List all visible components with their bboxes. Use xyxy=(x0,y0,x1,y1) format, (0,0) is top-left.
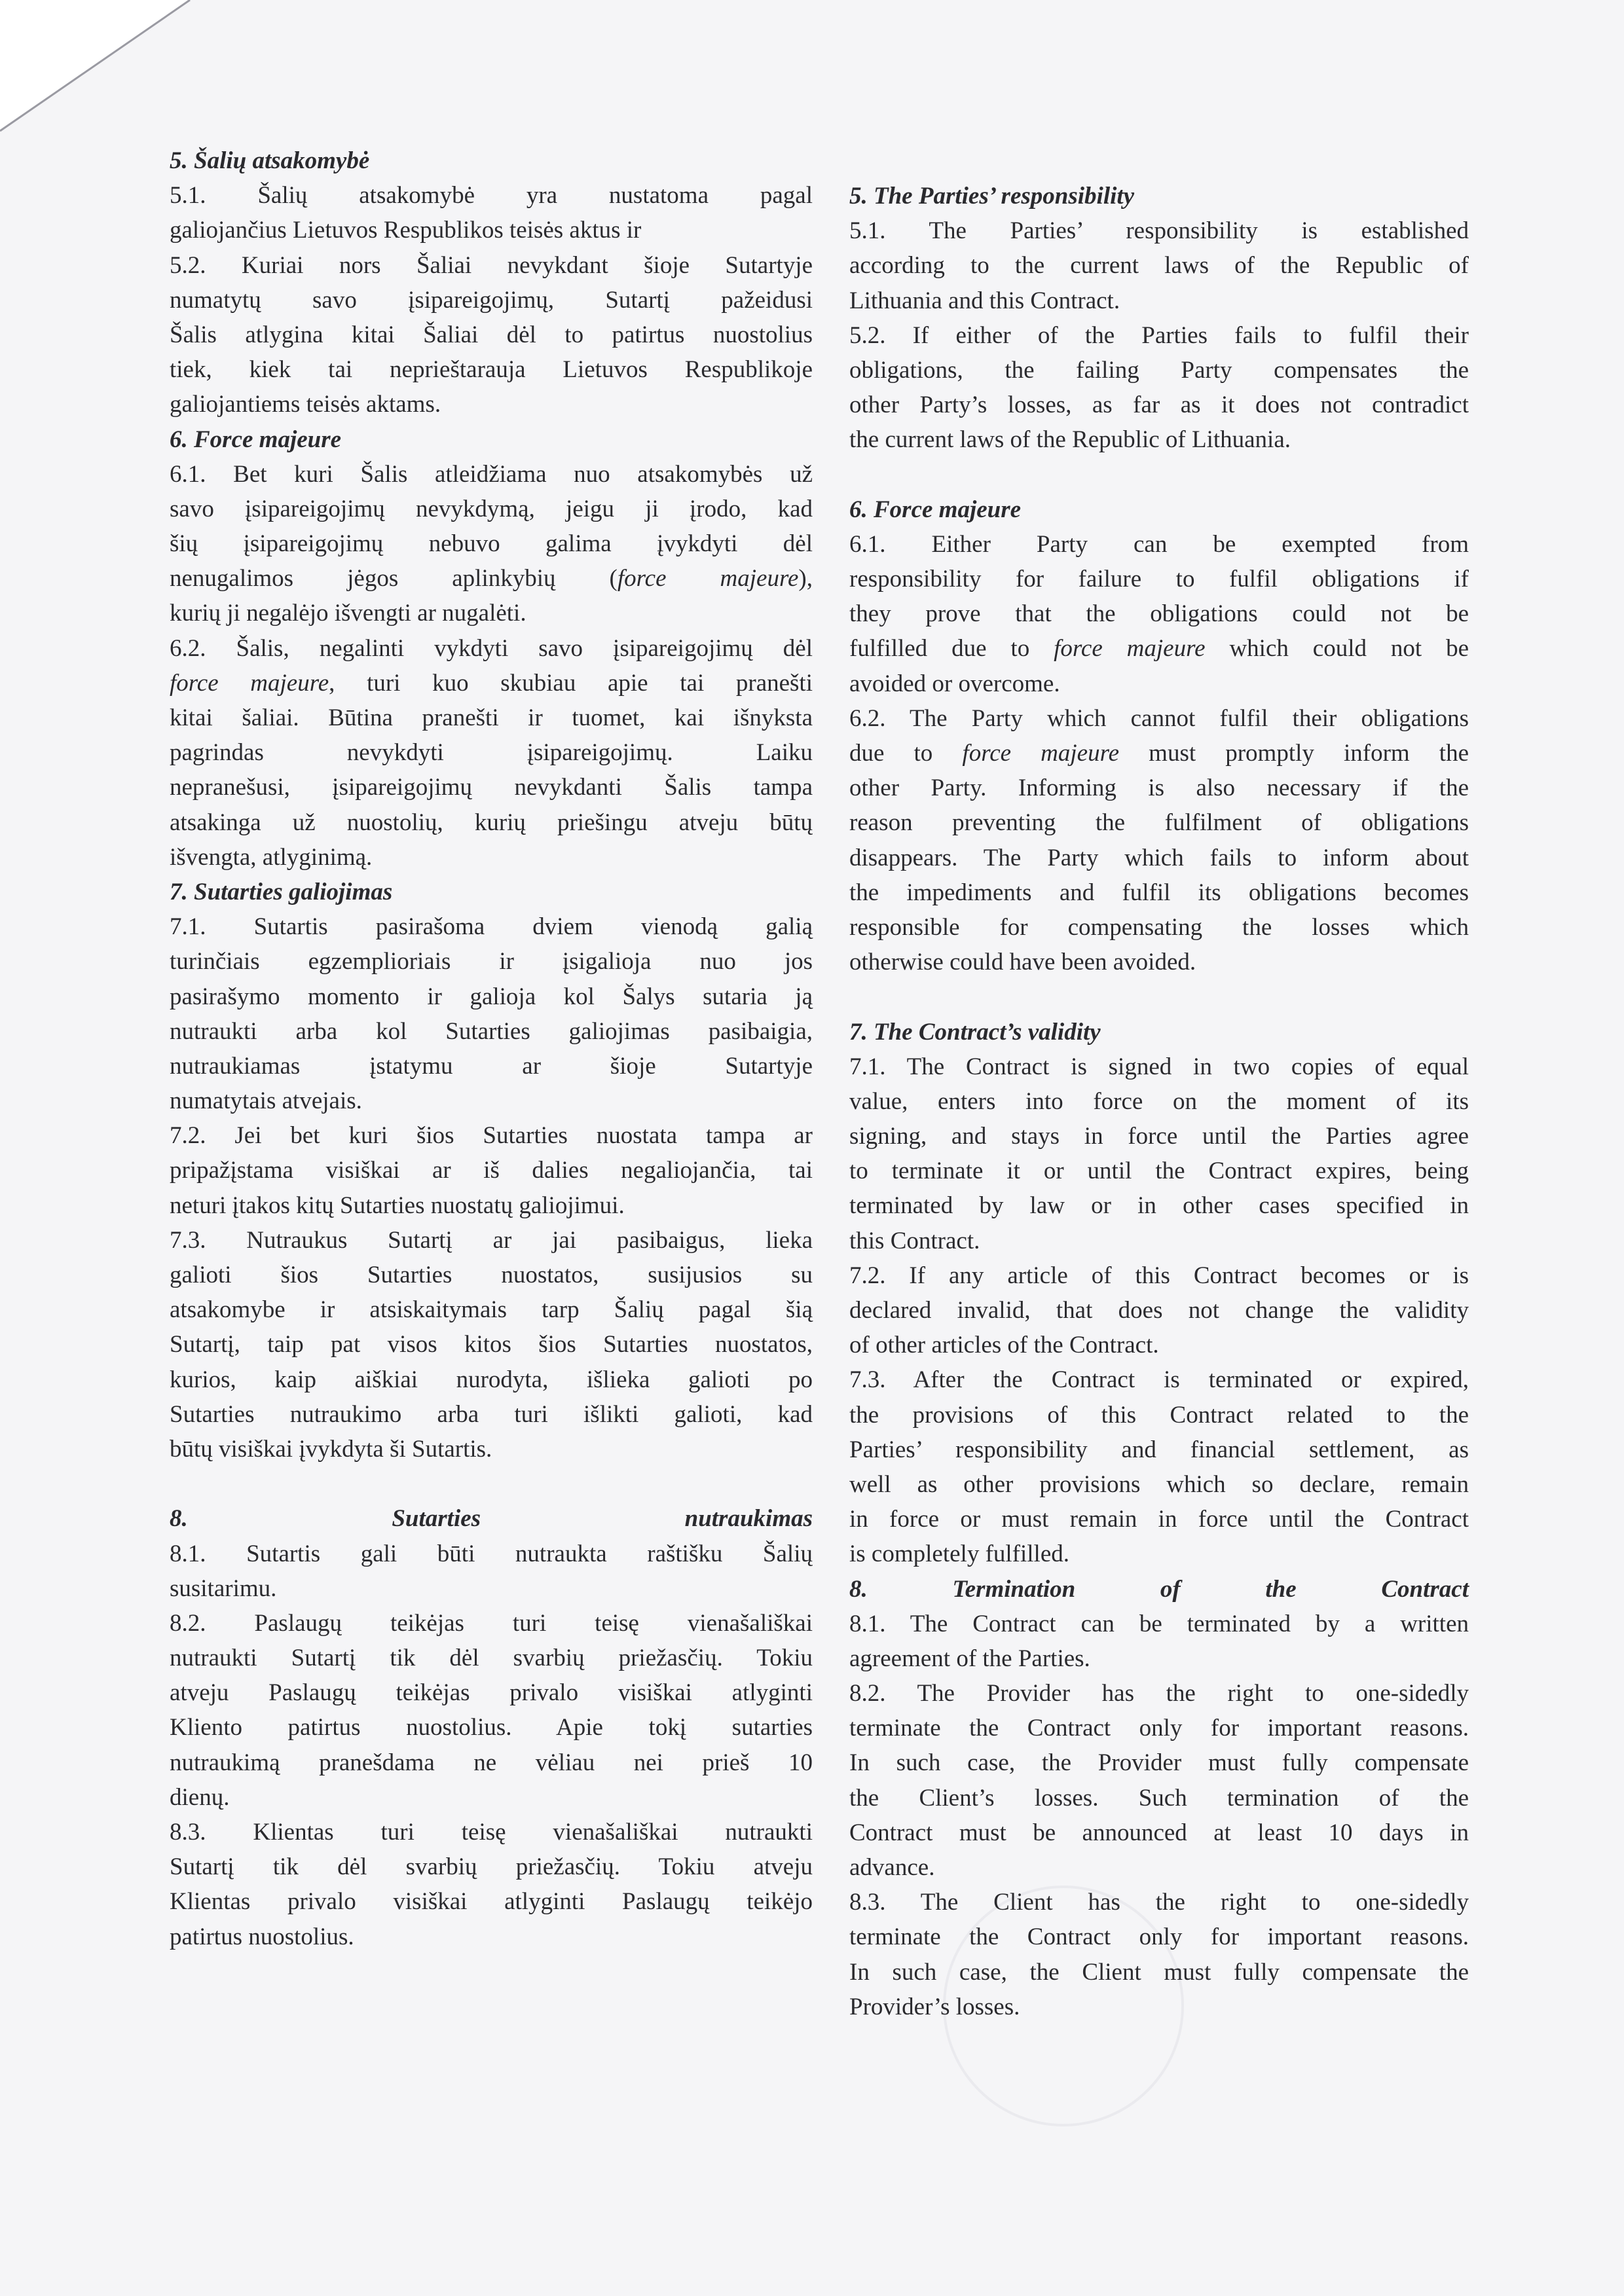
section-heading: 7. Sutarties galiojimas xyxy=(170,878,393,905)
clause-paragraph xyxy=(849,1258,1469,1363)
italic-term: force majeure xyxy=(962,740,1120,767)
section-heading: 5. Šalių atsakomybė xyxy=(170,147,370,174)
text-line: tiek, kiek tai neprieštarauja Lietuvos Respublikoje xyxy=(170,356,813,384)
section-heading: 7. The Contract’s validity xyxy=(849,1018,1101,1046)
text-line: šių įsipareigojimų nebuvo galima įvykdyti dėl xyxy=(170,530,813,558)
text-line: declared invalid, that does not change the validity xyxy=(849,1297,1469,1324)
clause-paragraph xyxy=(849,1362,1469,1571)
text-line: advance. xyxy=(849,1854,935,1881)
text-line: 7.3. Nutraukus Sutartį ar jai pasibaigus, lieka xyxy=(170,1226,813,1254)
clause-paragraph xyxy=(849,701,1469,980)
text-line: 6.1. Either Party can be exempted from xyxy=(849,530,1469,558)
text-line: the Client’s losses. Such termination of the xyxy=(849,1784,1469,1812)
section-heading: 8. Termination of the Contract xyxy=(849,1575,1469,1603)
text-line: galiojančius Lietuvos Respublikos teisės aktus ir xyxy=(170,217,642,244)
text-line: Kliento patirtus nuostolius. Apie tokį sutarties xyxy=(170,1714,813,1741)
text-line: they prove that the obligations could not be xyxy=(849,600,1469,628)
text-line: Provider’s losses. xyxy=(849,1993,1020,2020)
text-line: value, enters into force on the moment of its xyxy=(849,1087,1469,1115)
text-line: Parties’ responsibility and financial settlement, as xyxy=(849,1436,1469,1463)
text-line: other Party’s losses, as far as it does not contradict xyxy=(849,392,1469,419)
text-line: neturi įtakos kitų Sutarties nuostatų galiojimui. xyxy=(170,1192,625,1219)
text-line: the provisions of this Contract related to the xyxy=(849,1401,1469,1429)
text-line: of other articles of the Contract. xyxy=(849,1332,1159,1359)
text-line: 8.1. Sutartis gali būti nutraukta raštišku Šalių xyxy=(170,1540,813,1567)
text-line: atveju Paslaugų teikėjas privalo visiškai atlyginti xyxy=(170,1679,813,1707)
text-line: responsibility for failure to fulfil obligations if xyxy=(849,566,1469,593)
clause-paragraph xyxy=(170,178,813,247)
blank-line xyxy=(170,1467,813,1501)
text-line: numatytais atvejais. xyxy=(170,1087,362,1115)
text-line: pagrindas nevykdyti įsipareigojimų. Laiku xyxy=(170,739,813,767)
text-line: turinčiais egzemplioriais ir įsigalioja nuo jos xyxy=(170,948,813,975)
scan-page-fold xyxy=(0,0,196,144)
clause-paragraph xyxy=(849,318,1469,458)
clause-paragraph xyxy=(170,457,813,631)
section-heading: 6. Force majeure xyxy=(170,426,342,453)
text-line: terminate the Contract only for important reasons. xyxy=(849,1923,1469,1951)
clause-paragraph xyxy=(849,1676,1469,1885)
text-line: dienų. xyxy=(170,1783,230,1811)
text-line: 5.2. Kuriai nors Šaliai nevykdant šioje Sutartyje xyxy=(170,251,813,279)
text-line: avoided or overcome. xyxy=(849,670,1060,697)
text-line: 8.2. The Provider has the right to one-sidedly xyxy=(849,1680,1469,1707)
lithuanian-column xyxy=(170,143,813,1954)
text-line: patirtus nuostolius. xyxy=(170,1923,354,1950)
text-line: Šalis atlygina kitai Šaliai dėl to patirtus nuostolius xyxy=(170,321,813,348)
clause-paragraph xyxy=(849,1049,1469,1258)
text-line: fulfilled due to force majeure which could not be xyxy=(849,635,1469,663)
section-heading: 6. Force majeure xyxy=(849,496,1022,523)
text-line: atsakomybe ir atsiskaitymais tarp Šalių pagal šią xyxy=(170,1296,813,1324)
text-line: in force or must remain in force until the Contract xyxy=(849,1506,1469,1533)
clause-paragraph xyxy=(849,213,1469,318)
text-line: nutraukti arba kol Sutarties galiojimas pasibaigia, xyxy=(170,1017,813,1045)
text-line: Sutarties nutraukimo arba turi išlikti galioti, kad xyxy=(170,1400,813,1428)
text-line: responsible for compensating the losses which xyxy=(849,913,1469,941)
clause-paragraph xyxy=(849,1607,1469,1676)
section-heading: 8. Sutarties nutraukimas xyxy=(170,1505,813,1533)
text-line: according to the current laws of the Republic of xyxy=(849,252,1469,280)
clause-paragraph xyxy=(170,1118,813,1223)
text-line: the current laws of the Republic of Lithuania. xyxy=(849,426,1291,454)
italic-term: force majeure xyxy=(617,565,799,592)
text-line: Sutartį, taip pat visos kitos šios Sutarties nuostatos, xyxy=(170,1331,813,1358)
clause-paragraph xyxy=(170,1537,813,1606)
clause-paragraph xyxy=(170,1815,813,1954)
text-line: 5.2. If either of the Parties fails to fulfil their xyxy=(849,321,1469,349)
clause-paragraph xyxy=(170,1606,813,1815)
text-line: savo įsipareigojimų nevykdymą, jeigu ji įrodo, kad xyxy=(170,495,813,522)
text-line: atsakinga už nuostolių, kurių priešingu atveju būtų xyxy=(170,809,813,836)
clause-paragraph xyxy=(849,527,1469,701)
text-line: other Party. Informing is also necessary if the xyxy=(849,774,1469,802)
clause-paragraph xyxy=(170,631,813,875)
text-line: numatytų savo įsipareigojimų, Sutartį pažeidusi xyxy=(170,286,813,314)
text-line: kurių ji negalėjo išvengti ar nugalėti. xyxy=(170,600,526,627)
text-line: 6.2. Šalis, negalinti vykdyti savo įsipareigojimų dėl xyxy=(170,634,813,662)
text-line: 8.1. The Contract can be terminated by a written xyxy=(849,1610,1469,1637)
clause-paragraph xyxy=(849,1885,1469,2024)
text-line: nutraukiamas įstatymu ar šioje Sutartyje xyxy=(170,1052,813,1080)
text-line: 7.2. Jei bet kuri šios Sutarties nuostata tampa ar xyxy=(170,1122,813,1150)
text-line: obligations, the failing Party compensates the xyxy=(849,356,1469,384)
text-line: 7.1. Sutartis pasirašoma dviem vienodą galią xyxy=(170,913,813,941)
text-line: this Contract. xyxy=(849,1227,980,1254)
text-line: galioti šios Sutarties nuostatos, susijusios su xyxy=(170,1262,813,1288)
text-line: In such case, the Provider must fully compensate xyxy=(849,1749,1469,1777)
text-line: 6.1. Bet kuri Šalis atleidžiama nuo atsakomybės už xyxy=(170,460,813,488)
blank-line xyxy=(849,979,1469,1014)
text-line: 8.3. Klientas turi teisę vienašališkai nutraukti xyxy=(170,1819,813,1846)
text-line: terminated by law or in other cases specified in xyxy=(849,1192,1469,1220)
text-line: būtų visiškai įvykdyta ši Sutartis. xyxy=(170,1435,492,1463)
text-line: terminate the Contract only for important reasons. xyxy=(849,1715,1469,1742)
text-line: due to force majeure must promptly inform the xyxy=(849,740,1469,767)
text-line: kitai šaliai. Būtina pranešti ir tuomet, kai išnyksta xyxy=(170,704,813,731)
text-line: nepranešusi, įsipareigojimų nevykdanti Šalis tampa xyxy=(170,774,813,801)
text-line: nutraukti Sutartį tik dėl svarbių priežasčių. Tokiu xyxy=(170,1645,813,1672)
text-line: 8.3. The Client has the right to one-sidedly xyxy=(849,1889,1469,1916)
text-line: 5.1. The Parties’ responsibility is established xyxy=(849,217,1469,245)
section-heading: 5. The Parties’ responsibility xyxy=(849,183,1135,210)
text-line: well as other provisions which so declare, remain xyxy=(849,1470,1469,1498)
text-line: is completely fulfilled. xyxy=(849,1540,1069,1568)
italic-term: force majeure xyxy=(1054,635,1206,663)
clause-paragraph xyxy=(170,909,813,1118)
clause-paragraph xyxy=(170,248,813,422)
text-line: reason preventing the fulfilment of obligations xyxy=(849,809,1469,837)
text-line: the impediments and fulfil its obligations becomes xyxy=(849,879,1469,906)
text-line: nutraukimą pranešdama ne vėliau nei prieš 10 xyxy=(170,1749,813,1776)
text-line: 6.2. The Party which cannot fulfil their obligations xyxy=(849,704,1469,732)
text-line: 7.1. The Contract is signed in two copies of equal xyxy=(849,1053,1469,1080)
text-line: 8.2. Paslaugų teikėjas turi teisę vienašališkai xyxy=(170,1609,813,1637)
blank-line xyxy=(849,458,1469,492)
text-line: pasirašymo momento ir galioja kol Šalys sutaria ją xyxy=(170,983,813,1010)
clause-paragraph xyxy=(170,1223,813,1467)
text-line: Klientas privalo visiškai atlyginti Paslaugų teikėjo xyxy=(170,1888,813,1916)
text-line: agreement of the Parties. xyxy=(849,1645,1090,1672)
text-line: nenugalimos jėgos aplinkybių (force majeure), xyxy=(170,565,813,592)
text-line: 7.3. After the Contract is terminated or expired, xyxy=(849,1366,1469,1394)
text-line: galiojantiems teisės aktams. xyxy=(170,391,441,418)
text-line: otherwise could have been avoided. xyxy=(849,949,1196,976)
text-line: Contract must be announced at least 10 days in xyxy=(849,1819,1469,1846)
text-line: force majeure, turi kuo skubiau apie tai pranešti xyxy=(170,669,813,697)
text-line: susitarimu. xyxy=(170,1575,277,1602)
text-line: disappears. The Party which fails to inform about xyxy=(849,844,1469,871)
text-line: išvengta, atlyginimą. xyxy=(170,843,373,871)
text-line: signing, and stays in force until the Parties agree xyxy=(849,1123,1469,1150)
text-line: In such case, the Client must fully compensate the xyxy=(849,1958,1469,1986)
text-line: pripažįstama visiškai ar iš dalies negaliojančia, tai xyxy=(170,1157,813,1184)
text-line: 7.2. If any article of this Contract becomes or is xyxy=(849,1262,1469,1289)
text-line: Lithuania and this Contract. xyxy=(849,287,1120,314)
text-line: to terminate it or until the Contract expires, being xyxy=(849,1157,1469,1185)
italic-term: force majeure xyxy=(170,669,329,697)
english-column xyxy=(849,179,1469,2024)
text-line: Sutartį tik dėl svarbių priežasčių. Tokiu atveju xyxy=(170,1853,813,1881)
text-line: 5.1. Šalių atsakomybė yra nustatoma pagal xyxy=(170,182,813,210)
text-line: kurios, kaip aiškiai nurodyta, išlieka galioti po xyxy=(170,1366,813,1393)
